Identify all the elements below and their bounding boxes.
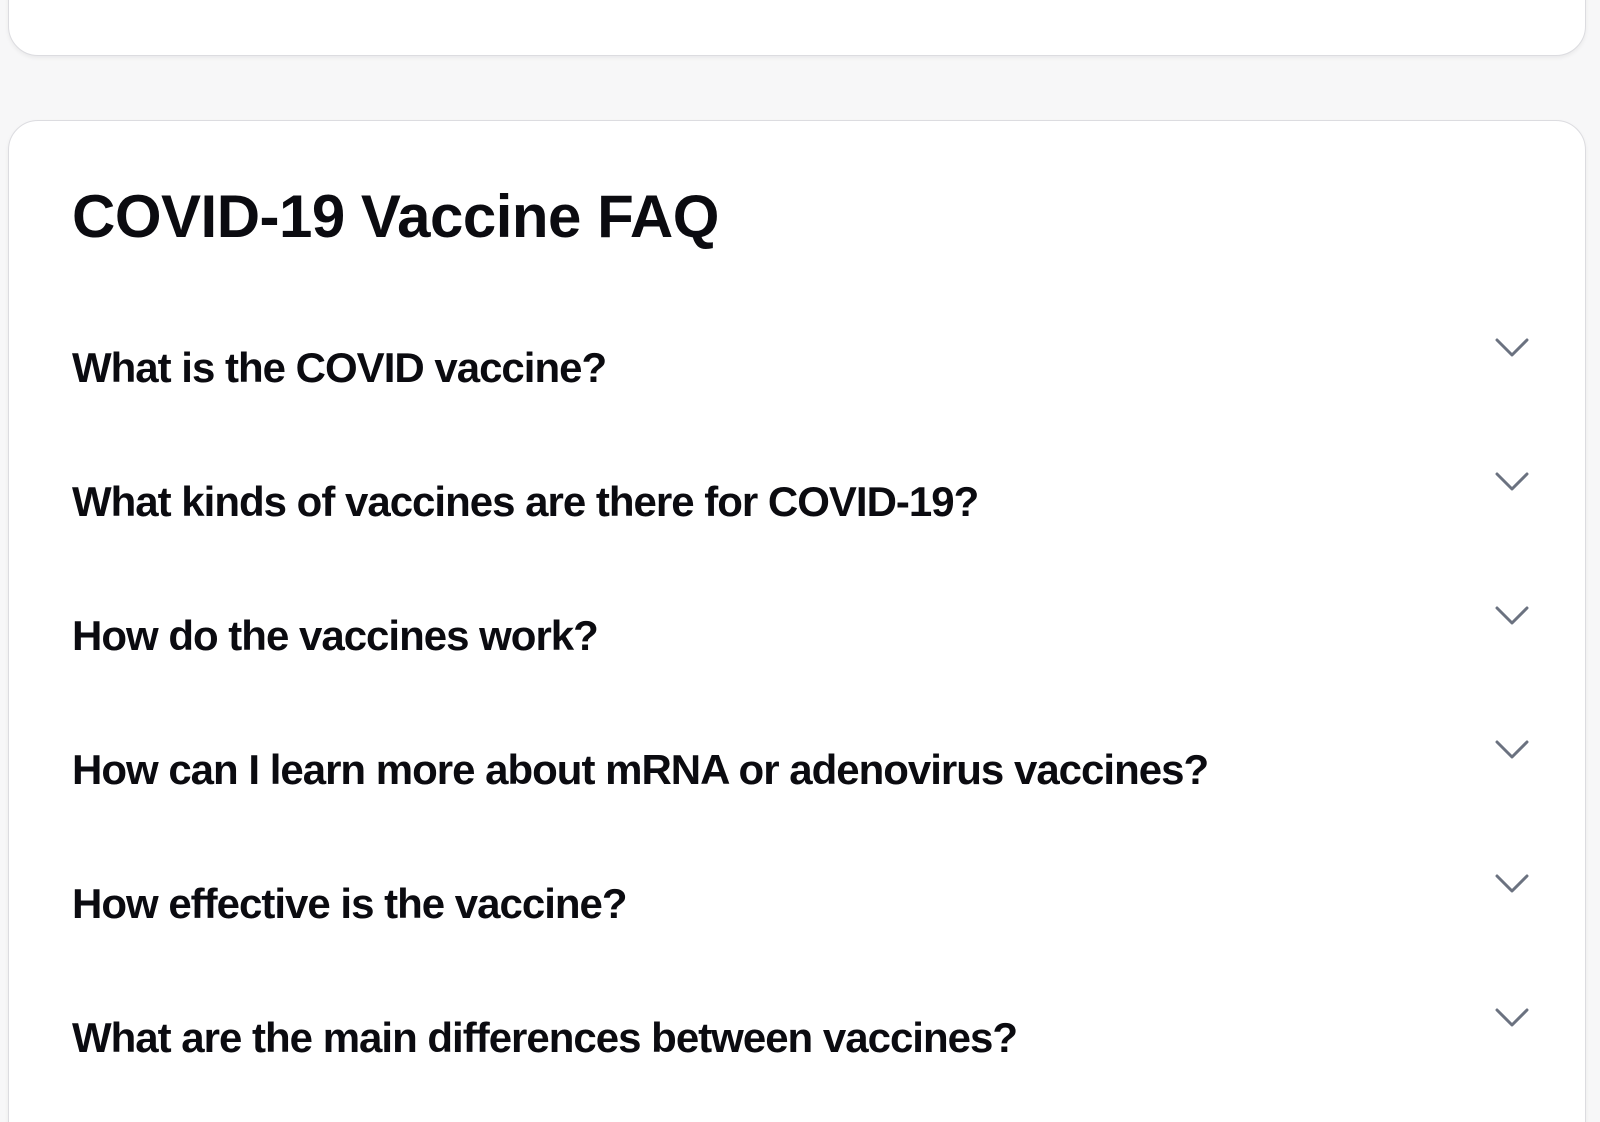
- chevron-down-icon[interactable]: [1495, 605, 1529, 627]
- faq-item[interactable]: [9, 841, 1585, 975]
- faq-question: How can I learn more about mRNA or adenovirus vaccines?: [72, 746, 1209, 793]
- previous-card: [8, 0, 1586, 56]
- faq-question: How effective is the vaccine?: [72, 880, 627, 927]
- faq-title: COVID-19 Vaccine FAQ: [72, 183, 719, 250]
- chevron-down-icon[interactable]: [1495, 337, 1529, 359]
- chevron-down-icon[interactable]: [1495, 739, 1529, 761]
- faq-question: What kinds of vaccines are there for COVID-19?: [72, 478, 979, 525]
- faq-item[interactable]: [9, 573, 1585, 707]
- faq-item[interactable]: [9, 707, 1585, 841]
- faq-question: What is the COVID vaccine?: [72, 344, 607, 391]
- chevron-down-icon[interactable]: [1495, 873, 1529, 895]
- faq-question: What are the main differences between vaccines?: [72, 1014, 1018, 1061]
- faq-item[interactable]: [9, 305, 1585, 439]
- chevron-down-icon[interactable]: [1495, 471, 1529, 493]
- faq-card: [8, 120, 1586, 1122]
- faq-question: How do the vaccines work?: [72, 612, 598, 659]
- faq-list: [9, 305, 1585, 1109]
- faq-item[interactable]: [9, 439, 1585, 573]
- faq-item[interactable]: [9, 975, 1585, 1109]
- chevron-down-icon[interactable]: [1495, 1007, 1529, 1029]
